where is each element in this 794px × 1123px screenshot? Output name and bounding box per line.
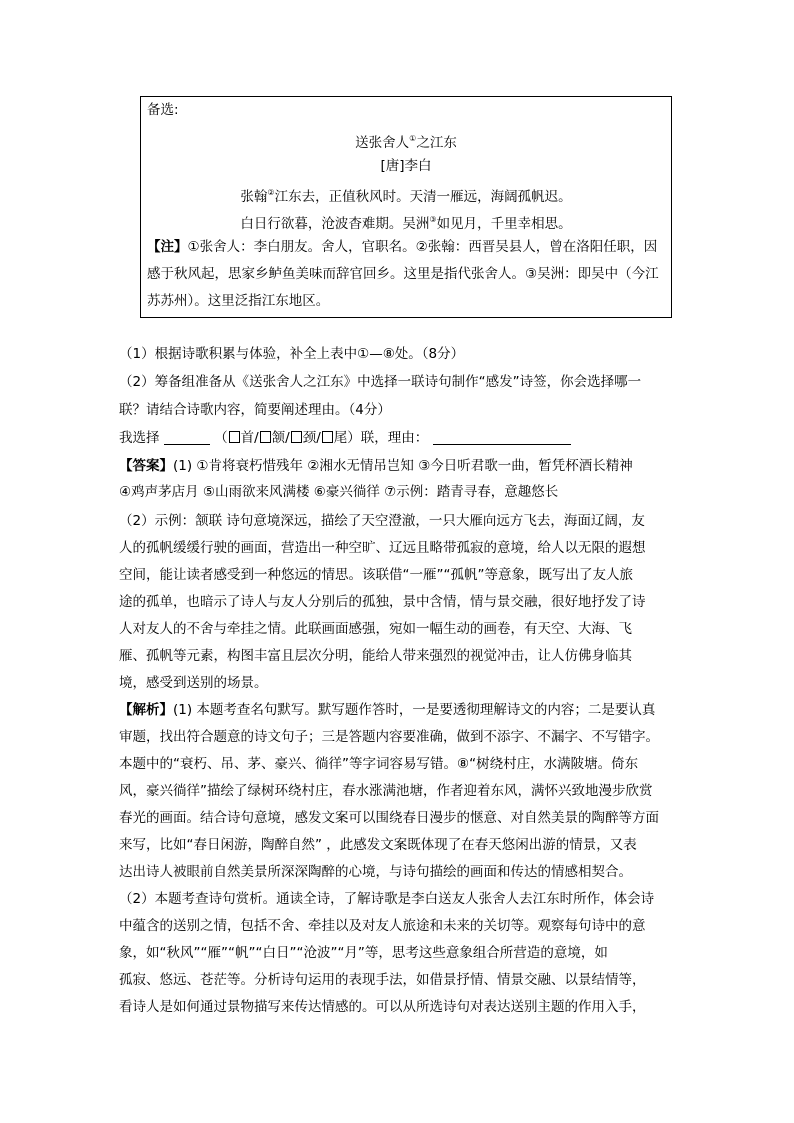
checkbox-shou[interactable] xyxy=(229,431,240,443)
question-1: （1）根据诗歌积累与体验，补全上表中①—⑧处。（8分） xyxy=(119,346,465,362)
answer-para-7: 境，感受到送别的场景。 xyxy=(119,675,268,691)
poem-note-1: 【注】①张舍人：李白朋友。舍人，官职名。②张翰：西晋吴县人，曾在洛阳任职，因 xyxy=(147,239,658,255)
box-heading: 备选: xyxy=(147,102,179,118)
question-2-line-1: （2）筹备组准备从《送张舍人之江东》中选择一联诗句制作“感发”诗签，你会选择哪一 xyxy=(119,374,642,390)
checkbox-wei[interactable] xyxy=(322,431,333,443)
answer-para-1: （2）示例：颔联 诗句意境深远，描绘了天空澄澈，一只大雁向远方飞去，海面辽阔，友 xyxy=(119,513,645,529)
analysis-line-9: 中蕴含的送别之情，包括不舍、牵挂以及对友人旅途和未来的关切等。观察每句诗中的意 xyxy=(119,918,646,934)
analysis-line-5: 春光的画面。结合诗句意境，感发文案可以围绕春日漫步的惬意、对自然美景的陶醉等方面 xyxy=(119,810,659,826)
analysis-line-4: 风，豪兴徜徉”描绘了绿树环绕村庄，春水涨满池塘，作者迎着东风，满怀兴致地漫步欣赏 xyxy=(119,783,653,799)
poem-note-3: 苏苏州）。这里泛指江东地区。 xyxy=(147,293,330,309)
checkbox-han[interactable] xyxy=(260,431,271,443)
poem-title: 送张舍人①之江东 xyxy=(355,134,457,151)
analysis-line-2: 审题，找出符合题意的诗文句子；三是答题内容要准确，做到不添字、不漏字、不写错字。 xyxy=(119,729,659,745)
answer-para-4: 途的孤单，也暗示了诗人与友人分别后的孤独，景中含情，情与景交融，很好地抒发了诗 xyxy=(119,594,646,610)
analysis-line-1: 【解析】(1) 本题考查名句默写。默写题作答时，一是要透彻理解诗文的内容；二是要认真 xyxy=(119,702,656,718)
analysis-line-7: 达出诗人被眼前自然美景所深深陶醉的心境，与诗句描绘的画面和传达的情感相契合。 xyxy=(119,864,632,880)
poem-line-2: 白日行欲暮，沧波杳难期。吴洲③如见月，千里幸相思。 xyxy=(240,215,572,232)
answer-line-1: 【答案】(1) ①肯将衰朽惜残年 ②湘水无情吊岂知 ③今日听君歌一曲，暂凭杯酒长精神 xyxy=(119,458,633,474)
answer-para-2: 人的孤帆缓缓行驶的画面，营造出一种空旷、辽远且略带孤寂的意境，给人以无限的遐想 xyxy=(119,540,646,556)
analysis-line-6: 来写，比如“春日闲游，陶醉自然” ，此感发文案既体现了在春天悠闲出游的情景，又表 xyxy=(119,837,637,853)
answer-para-5: 人对友人的不舍与牵挂之情。此联画面感强，宛如一幅生动的画卷，有天空、大海、飞 xyxy=(119,621,632,637)
checkbox-jing[interactable] xyxy=(291,431,302,443)
analysis-line-3: 本题中的“衰朽、吊、茅、豪兴、徜徉”等字词容易写错。⑧“树绕村庄，水满陂塘。倚东 xyxy=(119,756,639,772)
question-2-line-2: 联？请结合诗歌内容，简要阐述理由。（4分） xyxy=(119,402,391,418)
reason-blank[interactable] xyxy=(433,430,571,445)
poem-line-1: 张翰②江东去，正值秋风时。天清一雁远，海阔孤帆迟。 xyxy=(240,188,572,205)
answer-choice-line: 我选择 （ 首/ 颔/ 颈/ 尾）联，理由： xyxy=(119,428,571,448)
answer-line-2: ④鸡声茅店月 ⑤山雨欲来风满楼 ⑥豪兴徜徉 ⑦示例：踏青寻春，意趣悠长 xyxy=(119,484,559,500)
poem-note-2: 感于秋风起，思家乡鲈鱼美味而辞官回乡。这里是指代张舍人。③吴洲：即吴中（今江 xyxy=(147,266,659,282)
analysis-line-11: 孤寂、悠远、苍茫等。分析诗句运用的表现手法，如借景抒情、情景交融、以景结情等， xyxy=(119,972,646,988)
poem-author: [唐]李白 xyxy=(380,158,432,174)
analysis-line-8: （2）本题考查诗句赏析。通读全诗，了解诗歌是李白送友人张舍人去江东时所作，体会诗 xyxy=(119,891,655,907)
analysis-line-10: 象，如“秋风”“雁”“帆”“白日”“沧波”“月”等，思考这些意象组合所营造的意境，如 xyxy=(119,945,608,961)
choice-blank[interactable] xyxy=(164,430,210,445)
answer-para-6: 雁、孤帆等元素，构图丰富且层次分明，能给人带来强烈的视觉冲击，让人仿佛身临其 xyxy=(119,648,632,664)
analysis-line-12: 看诗人是如何通过景物描写来传达情感的。可以从所选诗句对表达送别主题的作用入手， xyxy=(119,999,646,1015)
answer-para-3: 空间，能让读者感受到一种悠远的情思。该联借“一雁”“孤帆”等意象，既写出了友人旅 xyxy=(119,567,633,583)
poem-box xyxy=(140,96,672,318)
